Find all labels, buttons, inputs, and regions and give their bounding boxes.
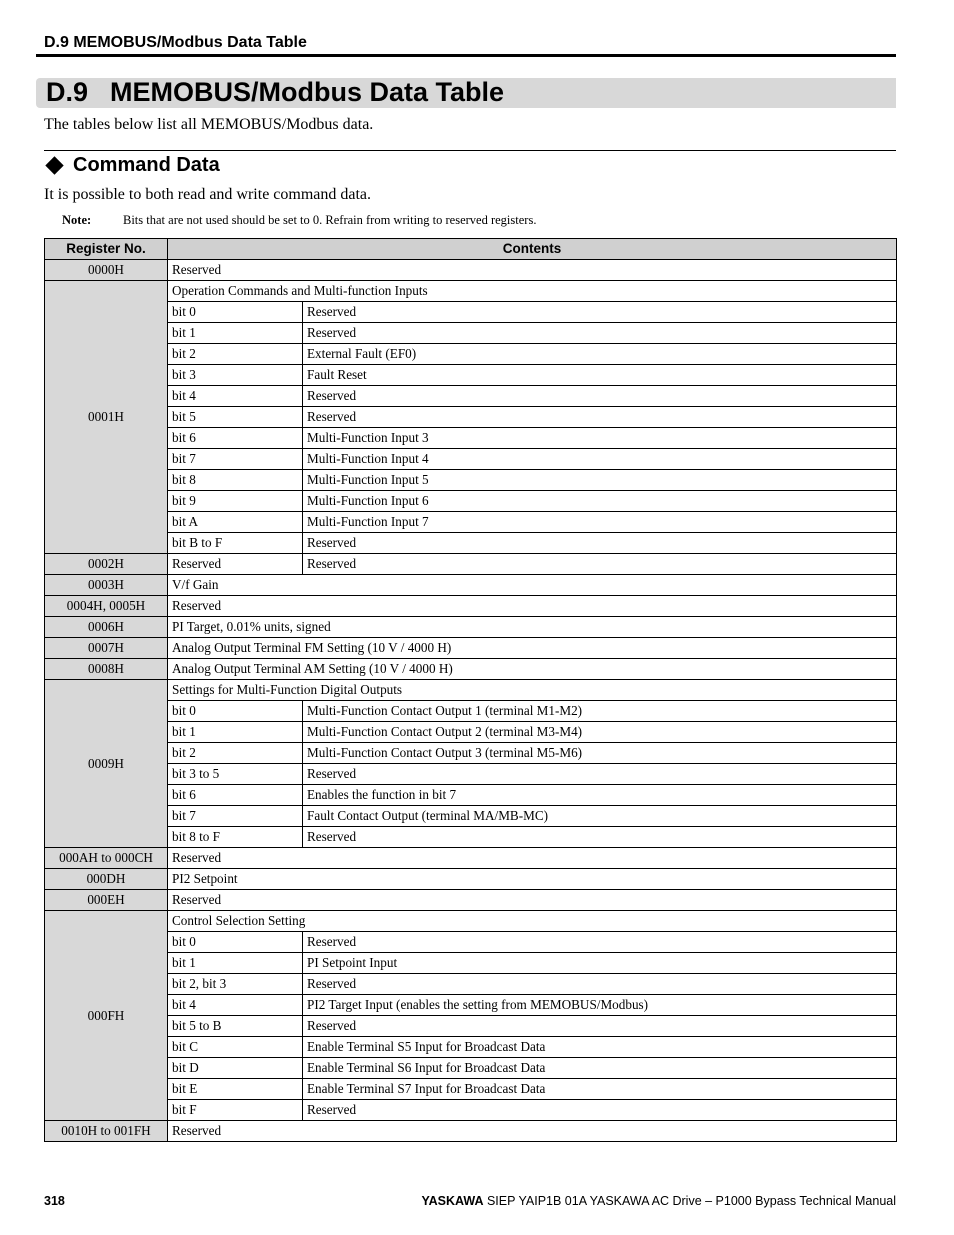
register-number-cell: 0006H xyxy=(45,617,168,638)
command-data-table xyxy=(44,238,897,1142)
table-row xyxy=(45,617,897,638)
contents-cell: Reserved xyxy=(168,260,897,281)
description-cell: Multi-Function Input 5 xyxy=(303,470,897,491)
column-header-contents: Contents xyxy=(168,239,897,260)
bit-cell: bit F xyxy=(168,1100,303,1121)
table-row xyxy=(45,1037,897,1058)
description-cell: Reserved xyxy=(303,323,897,344)
contents-cell: Analog Output Terminal FM Setting (10 V / 4000 H) xyxy=(168,638,897,659)
footer-manual-title: SIEP YAIP1B 01A YASKAWA AC Drive – P1000 Bypass Technical Manual xyxy=(483,1194,896,1208)
note-text: Bits that are not used should be set to 0. Refrain from writing to reserved registers. xyxy=(123,213,537,227)
bit-cell: bit 7 xyxy=(168,806,303,827)
diamond-bullet-icon xyxy=(45,156,63,174)
bit-cell: bit D xyxy=(168,1058,303,1079)
bit-cell: bit 6 xyxy=(168,428,303,449)
bit-cell: bit 0 xyxy=(168,701,303,722)
description-cell: Reserved xyxy=(303,386,897,407)
table-row xyxy=(45,281,897,302)
bit-cell: bit 3 xyxy=(168,365,303,386)
description-cell: Multi-Function Input 3 xyxy=(303,428,897,449)
description-cell: Multi-Function Input 4 xyxy=(303,449,897,470)
table-row xyxy=(45,386,897,407)
contents-cell: PI Target, 0.01% units, signed xyxy=(168,617,897,638)
table-row xyxy=(45,911,897,932)
table-row xyxy=(45,785,897,806)
bit-cell: bit 6 xyxy=(168,785,303,806)
table-row xyxy=(45,1058,897,1079)
bit-cell: bit 9 xyxy=(168,491,303,512)
footer-text xyxy=(421,1194,896,1208)
table-row xyxy=(45,1016,897,1037)
register-number-cell: 0000H xyxy=(45,260,168,281)
description-cell: Enable Terminal S5 Input for Broadcast Data xyxy=(303,1037,897,1058)
subsection-intro: It is possible to both read and write command data. xyxy=(44,186,372,203)
contents-cell: PI2 Setpoint xyxy=(168,869,897,890)
description-cell: PI2 Target Input (enables the setting from MEMOBUS/Modbus) xyxy=(303,995,897,1016)
contents-cell: Analog Output Terminal AM Setting (10 V / 4000 H) xyxy=(168,659,897,680)
table-row xyxy=(45,659,897,680)
register-number-cell: 000DH xyxy=(45,869,168,890)
table-row xyxy=(45,995,897,1016)
bit-cell: bit 0 xyxy=(168,932,303,953)
bit-cell: bit 5 xyxy=(168,407,303,428)
table-row xyxy=(45,491,897,512)
bit-cell: bit C xyxy=(168,1037,303,1058)
bit-cell: bit 3 to 5 xyxy=(168,764,303,785)
page-number: 318 xyxy=(44,1194,65,1208)
description-cell: Multi-Function Input 7 xyxy=(303,512,897,533)
table-row xyxy=(45,890,897,911)
bit-cell: bit A xyxy=(168,512,303,533)
description-cell: Reserved xyxy=(303,554,897,575)
contents-cell: Operation Commands and Multi-function Inputs xyxy=(168,281,897,302)
table-row xyxy=(45,974,897,995)
register-number-cell: 0009H xyxy=(45,680,168,848)
register-number-cell: 0004H, 0005H xyxy=(45,596,168,617)
contents-cell: Control Selection Setting xyxy=(168,911,897,932)
description-cell: Multi-Function Input 6 xyxy=(303,491,897,512)
table-row xyxy=(45,638,897,659)
description-cell: Reserved xyxy=(303,533,897,554)
description-cell: Reserved xyxy=(303,764,897,785)
section-title: MEMOBUS/Modbus Data Table xyxy=(110,77,505,107)
table-row xyxy=(45,344,897,365)
table-row xyxy=(45,722,897,743)
footer-brand: YASKAWA xyxy=(421,1194,484,1208)
contents-cell: Reserved xyxy=(168,890,897,911)
table-header-row xyxy=(45,239,897,260)
contents-cell: Reserved xyxy=(168,596,897,617)
register-number-cell: 000FH xyxy=(45,911,168,1121)
section-number: D.9 xyxy=(46,77,89,107)
table-row xyxy=(45,428,897,449)
contents-cell: Reserved xyxy=(168,1121,897,1142)
bit-cell: bit 1 xyxy=(168,953,303,974)
register-number-cell: 0007H xyxy=(45,638,168,659)
description-cell: Reserved xyxy=(303,302,897,323)
description-cell: Enable Terminal S7 Input for Broadcast Data xyxy=(303,1079,897,1100)
bit-cell: bit 4 xyxy=(168,995,303,1016)
table-row xyxy=(45,953,897,974)
table-row xyxy=(45,764,897,785)
contents-cell: Reserved xyxy=(168,848,897,869)
bit-cell: bit 4 xyxy=(168,386,303,407)
bit-cell: bit 7 xyxy=(168,449,303,470)
bit-cell: bit 8 to F xyxy=(168,827,303,848)
bit-cell: bit 0 xyxy=(168,302,303,323)
table-row xyxy=(45,323,897,344)
subsection-title: Command Data xyxy=(73,154,220,176)
bit-cell: bit 5 to B xyxy=(168,1016,303,1037)
bit-cell: bit 2 xyxy=(168,344,303,365)
description-cell: Reserved xyxy=(303,1016,897,1037)
contents-cell: V/f Gain xyxy=(168,575,897,596)
table-row xyxy=(45,848,897,869)
description-cell: Reserved xyxy=(303,407,897,428)
register-number-cell: 000AH to 000CH xyxy=(45,848,168,869)
table-row xyxy=(45,302,897,323)
register-number-cell: 0001H xyxy=(45,281,168,554)
table-row xyxy=(45,365,897,386)
bit-cell: bit 1 xyxy=(168,323,303,344)
table-row xyxy=(45,554,897,575)
bit-cell: bit B to F xyxy=(168,533,303,554)
description-cell: Multi-Function Contact Output 2 (terminal M3-M4) xyxy=(303,722,897,743)
description-cell: External Fault (EF0) xyxy=(303,344,897,365)
bit-cell: Reserved xyxy=(168,554,303,575)
table-row xyxy=(45,1079,897,1100)
description-cell: Reserved xyxy=(303,1100,897,1121)
table-row xyxy=(45,449,897,470)
register-number-cell: 0008H xyxy=(45,659,168,680)
description-cell: Enables the function in bit 7 xyxy=(303,785,897,806)
bit-cell: bit E xyxy=(168,1079,303,1100)
table-row xyxy=(45,827,897,848)
note-label: Note: xyxy=(62,213,92,227)
description-cell: Multi-Function Contact Output 1 (terminal M1-M2) xyxy=(303,701,897,722)
table-row xyxy=(45,806,897,827)
bit-cell: bit 2 xyxy=(168,743,303,764)
bit-cell: bit 1 xyxy=(168,722,303,743)
description-cell: Fault Contact Output (terminal MA/MB-MC) xyxy=(303,806,897,827)
description-cell: Multi-Function Contact Output 3 (terminal M5-M6) xyxy=(303,743,897,764)
register-number-cell: 0003H xyxy=(45,575,168,596)
table-row xyxy=(45,680,897,701)
bit-cell: bit 2, bit 3 xyxy=(168,974,303,995)
table-row xyxy=(45,869,897,890)
table-row xyxy=(45,701,897,722)
description-cell: Reserved xyxy=(303,974,897,995)
table-row xyxy=(45,743,897,764)
description-cell: PI Setpoint Input xyxy=(303,953,897,974)
table-row xyxy=(45,512,897,533)
table-row xyxy=(45,470,897,491)
table-row xyxy=(45,260,897,281)
table-row xyxy=(45,533,897,554)
table-row xyxy=(45,575,897,596)
bit-cell: bit 8 xyxy=(168,470,303,491)
description-cell: Reserved xyxy=(303,932,897,953)
register-number-cell: 0002H xyxy=(45,554,168,575)
table-row xyxy=(45,1121,897,1142)
header-rule xyxy=(36,54,896,57)
register-number-cell: 0010H to 001FH xyxy=(45,1121,168,1142)
subsection-rule xyxy=(44,150,896,151)
description-cell: Enable Terminal S6 Input for Broadcast Data xyxy=(303,1058,897,1079)
running-head: D.9 MEMOBUS/Modbus Data Table xyxy=(44,34,307,51)
description-cell: Fault Reset xyxy=(303,365,897,386)
table-row xyxy=(45,596,897,617)
register-number-cell: 000EH xyxy=(45,890,168,911)
description-cell: Reserved xyxy=(303,827,897,848)
section-intro: The tables below list all MEMOBUS/Modbus data. xyxy=(44,116,374,133)
contents-cell: Settings for Multi-Function Digital Outputs xyxy=(168,680,897,701)
table-row xyxy=(45,932,897,953)
table-row xyxy=(45,1100,897,1121)
table-row xyxy=(45,407,897,428)
column-header-register: Register No. xyxy=(45,239,168,260)
